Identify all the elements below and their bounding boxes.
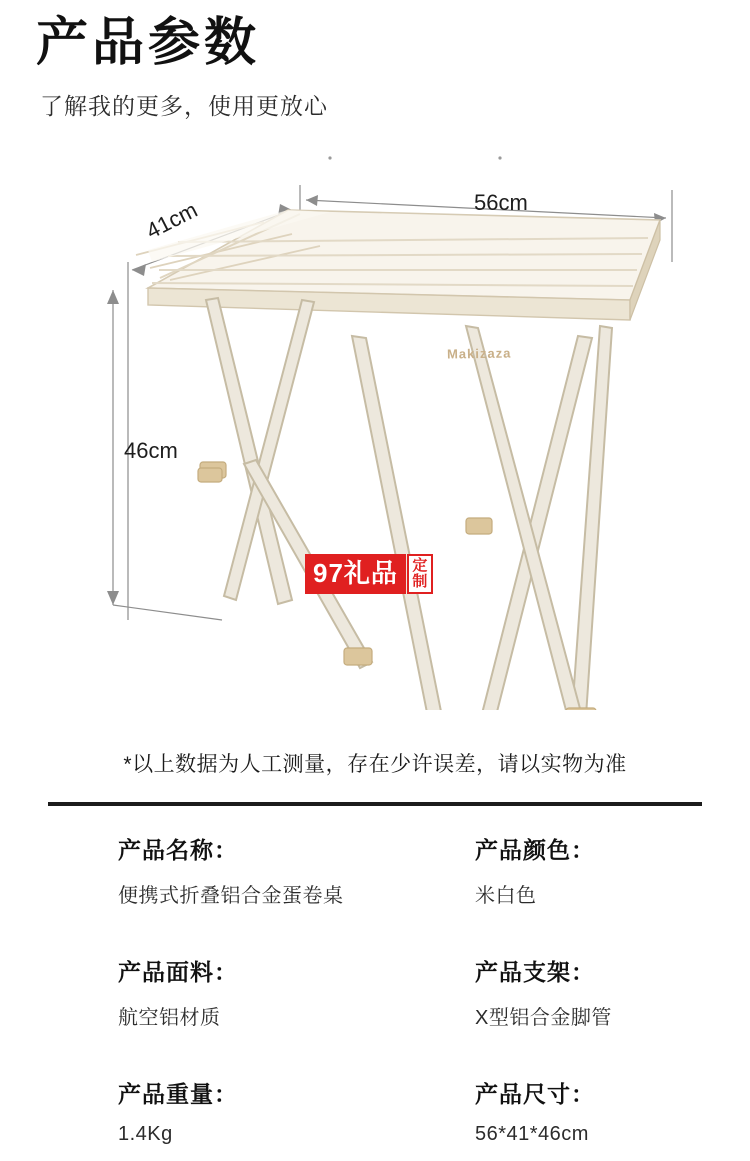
spec-label: 产品重量： [118,1081,238,1107]
product-dimension-diagram [0,150,750,710]
spec-value: 便携式折叠铝合金蛋卷桌 [118,885,344,907]
measurement-note: *以上数据为人工测量，存在少许误差，请以实物为准 [123,753,627,776]
spec-item-product-size [403,1076,702,1146]
spec-label: 产品支架： [475,959,595,985]
watermark-side-top: 定 [412,557,428,574]
watermark [305,554,433,594]
spec-item-product-material [48,954,403,1030]
spec-value: 米白色 [475,885,537,907]
watermark-side-text [407,554,433,594]
spec-value: X型铝合金脚管 [475,1007,612,1029]
watermark-side-bottom: 制 [412,572,428,590]
watermark-main-text: 97礼品 [305,554,406,594]
spec-item-product-color [403,832,702,908]
spec-value: 航空铝材质 [118,1007,221,1029]
spec-label: 产品面料： [118,959,238,985]
height-dimension-label: 46cm [124,438,178,463]
page-subtitle: 了解我的更多，使用更放心 [40,92,328,119]
table-illustration [0,150,750,710]
specification-grid [48,832,702,1146]
section-divider [48,802,702,806]
spec-label: 产品尺寸： [475,1081,595,1107]
spec-item-product-weight [48,1076,403,1146]
spec-item-product-name [48,832,403,908]
spec-value: 56*41*46cm [475,1123,589,1145]
brand-logo-text: Makizaza [446,345,512,362]
spec-label: 产品名称： [118,837,238,863]
page-header [36,14,696,121]
table-legs [206,298,612,710]
width-dimension-label: 56cm [474,190,528,215]
spec-value: 1.4Kg [118,1123,173,1145]
page-title: 产品参数 [36,14,261,72]
depth-dimension-label: 41cm [142,196,202,244]
spec-label: 产品颜色： [475,837,595,863]
spec-item-product-frame [403,954,702,1030]
